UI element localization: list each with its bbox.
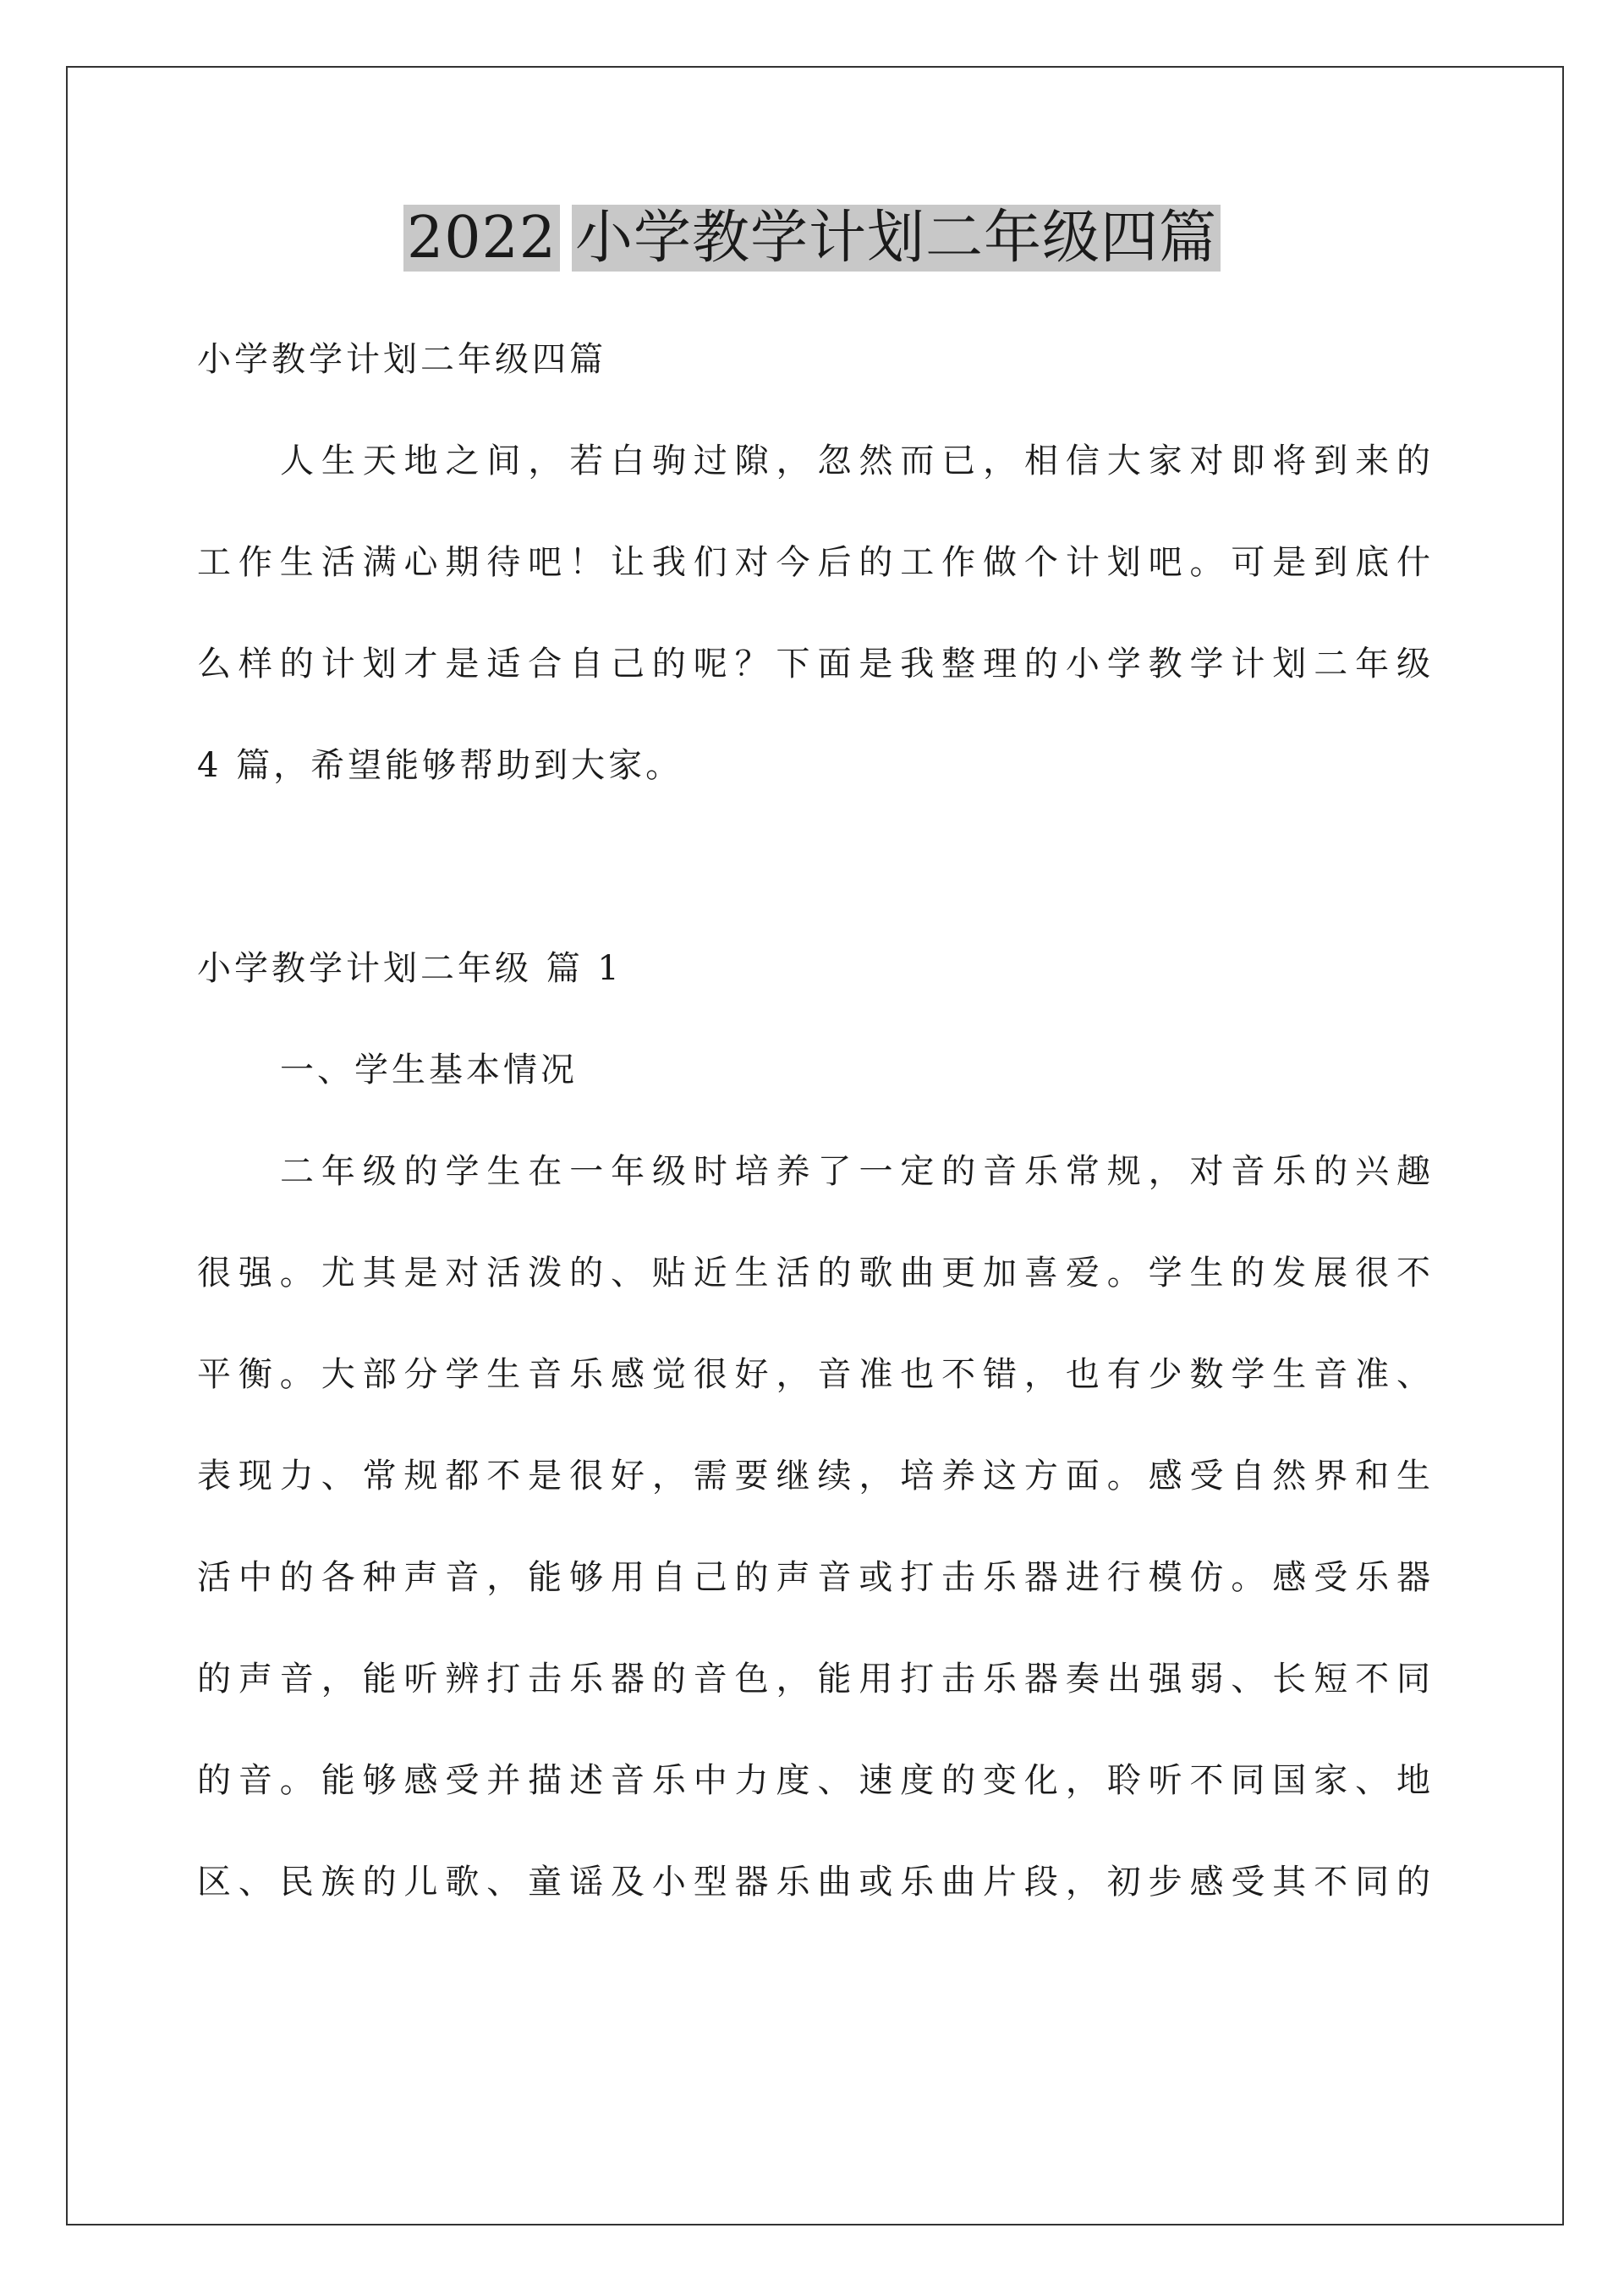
intro-line: 4 篇，希望能够帮助到大家。 (197, 746, 683, 785)
body-line: 的音。能够感受并描述音乐中力度、速度的变化，聆听不同国家、地 (197, 1761, 1434, 1800)
document-title (0, 196, 1624, 281)
title-text: 小学教学计划二年级四篇 (572, 205, 1221, 272)
intro-line: 工作生活满心期待吧！让我们对今后的工作做个计划吧。可是到底什 (197, 543, 1434, 582)
intro-line: 人生天地之间，若白驹过隙，忽然而已，相信大家对即将到来的 (280, 442, 1434, 480)
document-subtitle: 小学教学计划二年级四篇 (197, 340, 606, 379)
body-line: 活中的各种声音，能够用自己的声音或打击乐器进行模仿。感受乐器 (197, 1558, 1434, 1597)
body-line: 二年级的学生在一年级时培养了一定的音乐常规，对音乐的兴趣 (280, 1152, 1434, 1191)
intro-line: 么样的计划才是适合自己的呢？下面是我整理的小学教学计划二年级 (197, 645, 1434, 683)
section-heading: 小学教学计划二年级 篇 1 (197, 949, 623, 988)
body-line: 的声音，能听辨打击乐器的音色，能用打击乐器奏出强弱、长短不同 (197, 1660, 1434, 1699)
document-body (197, 309, 1434, 1933)
title-year: 2022 (403, 205, 560, 272)
subheading: 一、学生基本情况 (280, 1051, 578, 1089)
body-line: 表现力、常规都不是很好，需要继续，培养这方面。感受自然界和生 (197, 1457, 1434, 1495)
body-line: 区、民族的儿歌、童谣及小型器乐曲或乐曲片段，初步感受其不同的 (197, 1863, 1434, 1902)
paragraph-gap (197, 816, 1434, 918)
body-line: 很强。尤其是对活泼的、贴近生活的歌曲更加喜爱。学生的发展很不 (197, 1254, 1434, 1292)
body-line: 平衡。大部分学生音乐感觉很好，音准也不错，也有少数学生音准、 (197, 1355, 1434, 1394)
